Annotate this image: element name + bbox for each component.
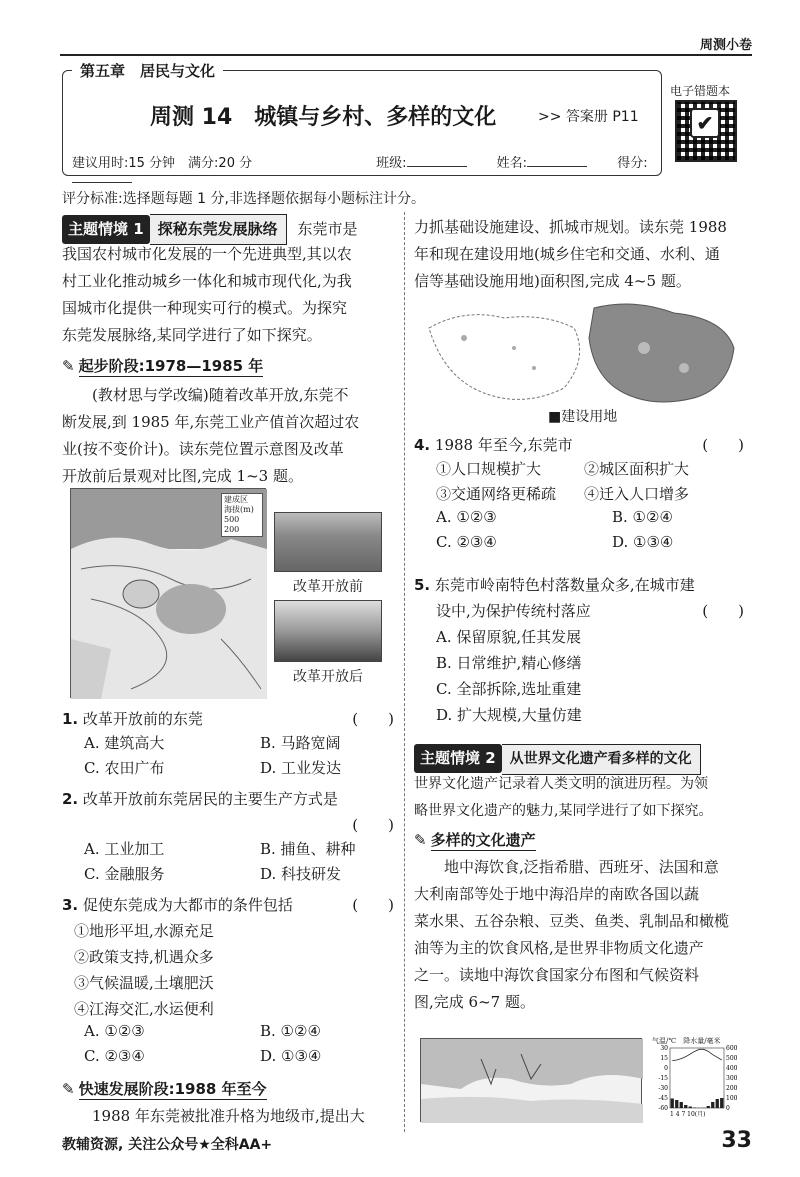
q3-stem: 促使东莞成为大都市的条件包括 [82, 896, 293, 914]
q2-number: 2. [62, 790, 79, 808]
q2-option-d[interactable]: D. 科技研发 [260, 865, 342, 883]
theme1-line-1: 我国农村城市化发展的一个先进典型,其以农 [62, 245, 352, 263]
q3-option-a[interactable]: A. ①②③ [84, 1022, 145, 1040]
q1-option-c[interactable]: C. 农田广布 [84, 759, 165, 777]
theme1-intro-first: 东莞市是 [297, 220, 358, 238]
qr-label: 电子错题本 [670, 84, 731, 98]
q3-item-4: ④江海交汇,水运便利 [74, 1000, 214, 1018]
q4-option-a[interactable]: A. ①②③ [436, 508, 497, 526]
q3-number: 3. [62, 896, 79, 914]
q4-option-d[interactable]: D. ①③④ [612, 533, 674, 551]
pen-icon-3: ✎ [414, 831, 427, 849]
class-label: 班级: [376, 156, 407, 171]
precip-bar [720, 1098, 723, 1108]
theme1-tag: 主题情境 1 [62, 215, 150, 244]
q4-item-4: ④迁入人口增多 [584, 485, 690, 503]
q4-answer-blank[interactable]: ( ) [702, 436, 744, 454]
q1-option-a[interactable]: A. 建筑高大 [84, 734, 165, 752]
class-field[interactable] [407, 155, 467, 167]
stage2-continued [414, 214, 744, 295]
precip-bar [689, 1107, 692, 1109]
q1-option-b[interactable]: B. 马路宽阔 [260, 734, 341, 752]
q2-option-b[interactable]: B. 捕鱼、耕种 [260, 840, 356, 858]
photo-after-reform [274, 600, 382, 662]
stage1-heading: 起步阶段:1978—1985 年 [78, 357, 264, 375]
stage2-line-r2: 年和现在建设用地(城乡住宅和交通、水利、通 [414, 245, 720, 263]
theme1-line-3: 国城市化提供一种现实可行的模式。为探究 [62, 299, 348, 317]
q5-option-c[interactable]: C. 全部拆除,选址重建 [436, 680, 582, 698]
q5-option-d[interactable]: D. 扩大规模,大量仿建 [436, 706, 582, 724]
score-label: 得分: [617, 156, 648, 171]
precip-bar [671, 1099, 674, 1109]
theme1-line-2: 村工业化推动城乡一体化和城市现代化,为我 [62, 272, 352, 290]
q4-option-b[interactable]: B. ①②④ [612, 508, 673, 526]
q3-item-3: ③气候温暖,土壤肥沃 [74, 974, 214, 992]
q5-option-b[interactable]: B. 日常维护,精心修缮 [436, 654, 582, 672]
legend-value-500: 500 [224, 515, 240, 524]
theme2-intro-1: 世界文化遗产记录着人类文明的演进历程。为领 [414, 776, 708, 792]
climate-title: 气温/℃ 降水量/毫米 [652, 1037, 721, 1045]
theme2-body-2: 大利南部等处于地中海沿岸的南欧各国以蔬 [414, 885, 700, 903]
theme1-intro [62, 214, 394, 490]
q3-answer-blank[interactable]: ( ) [352, 896, 394, 914]
theme2-stage-heading: 多样的文化遗产 [430, 831, 536, 849]
checkmark-icon: ✔ [690, 108, 720, 138]
map-legend [221, 493, 263, 537]
theme2-body-6: 图,完成 6~7 题。 [414, 993, 535, 1011]
question-2 [62, 786, 394, 888]
climate-left-tick: 30 [660, 1045, 668, 1052]
corner-label: 周测小卷 [699, 38, 752, 53]
climate-left-tick: 0 [664, 1065, 668, 1072]
precip-bar [684, 1105, 687, 1108]
name-label: 姓名: [496, 156, 528, 171]
page-number: 33 [721, 1128, 752, 1153]
climate-right-tick: 400 [726, 1065, 738, 1072]
pen-icon-2: ✎ [62, 1080, 75, 1098]
question-4 [414, 432, 744, 558]
q2-answer-blank[interactable]: ( ) [352, 816, 394, 834]
climate-right-tick: 600 [726, 1045, 738, 1052]
precip-bar [680, 1102, 683, 1108]
q5-stem-2: 设中,为保护传统村落应 [436, 602, 591, 620]
precip-bar [675, 1100, 678, 1108]
time-score-info: 建议用时:15 分钟 满分:20 分 [72, 156, 253, 171]
q5-number: 5. [414, 576, 431, 594]
q4-option-c[interactable]: C. ②③④ [436, 533, 497, 551]
photo-before-reform [274, 512, 382, 572]
q5-answer-blank[interactable]: ( ) [702, 602, 744, 620]
legend-title: 建成区 [224, 495, 248, 504]
q4-item-2: ②城区面积扩大 [584, 460, 690, 478]
legend-value-200: 200 [224, 525, 240, 534]
precip-bar [707, 1106, 710, 1108]
mediterranean-map [420, 1038, 642, 1122]
q3-option-b[interactable]: B. ①②④ [260, 1022, 321, 1040]
precip-bar [716, 1099, 719, 1108]
question-1 [62, 706, 394, 782]
climate-left-tick: -15 [658, 1075, 668, 1082]
answer-reference: >> 答案册 P11 [538, 109, 639, 125]
stage1-line-3: 业(按不变价计)。读东莞位置示意图及改革 [62, 440, 344, 458]
climate-chart [650, 1036, 750, 1124]
theme2-body-3: 菜水果、五谷杂粮、豆类、鱼类、乳制品和橄榄 [414, 912, 730, 930]
pen-icon: ✎ [62, 357, 75, 375]
q4-number: 4. [414, 436, 431, 454]
stage1-line-1: (教材思与学改编)随着改革开放,东莞不 [92, 386, 349, 404]
dongguan-location-map [70, 488, 266, 698]
stage2-heading: 快速发展阶段:1988 年至今 [78, 1080, 267, 1098]
q2-stem: 改革开放前东莞居民的主要生产方式是 [82, 790, 338, 808]
stage1-line-2: 断发展,到 1985 年,东莞工业产值首次超过农 [62, 413, 360, 431]
climate-svg [650, 1044, 750, 1124]
column-divider [404, 212, 405, 1132]
stage2-block [62, 1078, 394, 1130]
q1-answer-blank[interactable]: ( ) [352, 710, 394, 728]
land-use-maps [424, 298, 744, 426]
q3-item-2: ②政策支持,机遇众多 [74, 948, 214, 966]
stage2-line-r1: 力抓基础设施建设、抓城市规划。读东莞 1988 [414, 218, 727, 236]
land-use-legend: ■建设用地 [548, 409, 618, 425]
question-5 [414, 572, 744, 728]
theme1-line-4: 东莞发展脉络,某同学进行了如下探究。 [62, 326, 322, 344]
climate-right-tick: 100 [726, 1095, 738, 1102]
precip-bar [693, 1108, 696, 1109]
theme2-name: 从世界文化遗产看多样的文化 [502, 744, 701, 775]
theme2-intro-2: 略世界文化遗产的魅力,某同学进行了如下探究。 [414, 803, 713, 819]
q4-item-3: ③交通网络更稀疏 [436, 485, 557, 503]
q3-item-1: ①地形平坦,水源充足 [74, 922, 214, 940]
name-field[interactable] [527, 155, 587, 167]
stage1-line-4: 开放前后景观对比图,完成 1~3 题。 [62, 467, 303, 485]
q1-option-d[interactable]: D. 工业发达 [260, 759, 342, 777]
theme2-tag: 主题情境 2 [414, 744, 502, 773]
q3-option-c[interactable]: C. ②③④ [84, 1047, 145, 1065]
climate-left-tick: -60 [658, 1105, 668, 1112]
q5-stem: 东莞市岭南特色村落数量众多,在城市建 [434, 576, 695, 594]
q4-stem: 1988 年至今,东莞市 [434, 436, 573, 454]
top-rule [60, 54, 752, 56]
precip-bar [711, 1102, 714, 1108]
q2-option-a[interactable]: A. 工业加工 [84, 840, 165, 858]
climate-right-tick: 200 [726, 1085, 738, 1092]
climate-months: 1 4 7 10(月) [670, 1111, 706, 1118]
q1-number: 1. [62, 710, 79, 728]
scoring-rule: 评分标准:选择题每题 1 分,非选择题依据每小题标注计分。 [62, 191, 425, 207]
info-line [72, 152, 652, 187]
temperature-line [672, 1049, 722, 1060]
page-title: 周测 14 城镇与乡村、多样的文化 [150, 105, 497, 130]
question-3 [62, 892, 394, 1072]
score-field[interactable] [72, 171, 132, 183]
photo-before-caption: 改革开放前 [293, 579, 363, 595]
climate-left-tick: -45 [658, 1095, 668, 1102]
photo-after-caption: 改革开放后 [293, 669, 363, 685]
legend-subtitle: 海拔(m) [224, 505, 254, 514]
climate-left-tick: 15 [660, 1055, 668, 1062]
q5-option-a[interactable]: A. 保留原貌,任其发展 [436, 628, 582, 646]
theme2-body-1: 地中海饮食,泛指希腊、西班牙、法国和意 [444, 858, 719, 876]
climate-right-tick: 0 [726, 1105, 730, 1112]
q2-option-c[interactable]: C. 金融服务 [84, 865, 165, 883]
stage2-line-r3: 信等基础设施用地)面积图,完成 4~5 题。 [414, 272, 691, 290]
stage2-line-left: 1988 年东莞被批准升格为地级市,提出大 [92, 1107, 365, 1125]
q4-item-1: ①人口规模扩大 [436, 460, 542, 478]
med-map-svg [421, 1039, 643, 1123]
theme1-name: 探秘东莞发展脉络 [150, 214, 287, 245]
climate-right-tick: 500 [726, 1055, 738, 1062]
chapter-label: 第五章 居民与文化 [72, 60, 223, 81]
q3-option-d[interactable]: D. ①③④ [260, 1047, 322, 1065]
theme2-body-4: 油等为主的饮食风格,是世界非物质文化遗产 [414, 939, 704, 957]
theme2-block [414, 744, 744, 1016]
climate-right-tick: 300 [726, 1075, 738, 1082]
footer-promo: 教辅资源, 关注公众号★全科AA+ [62, 1137, 273, 1153]
theme2-body-5: 之一。读地中海饮食国家分布图和气候资料 [414, 966, 700, 984]
climate-left-tick: -30 [658, 1085, 668, 1092]
q1-stem: 改革开放前的东莞 [82, 710, 203, 728]
